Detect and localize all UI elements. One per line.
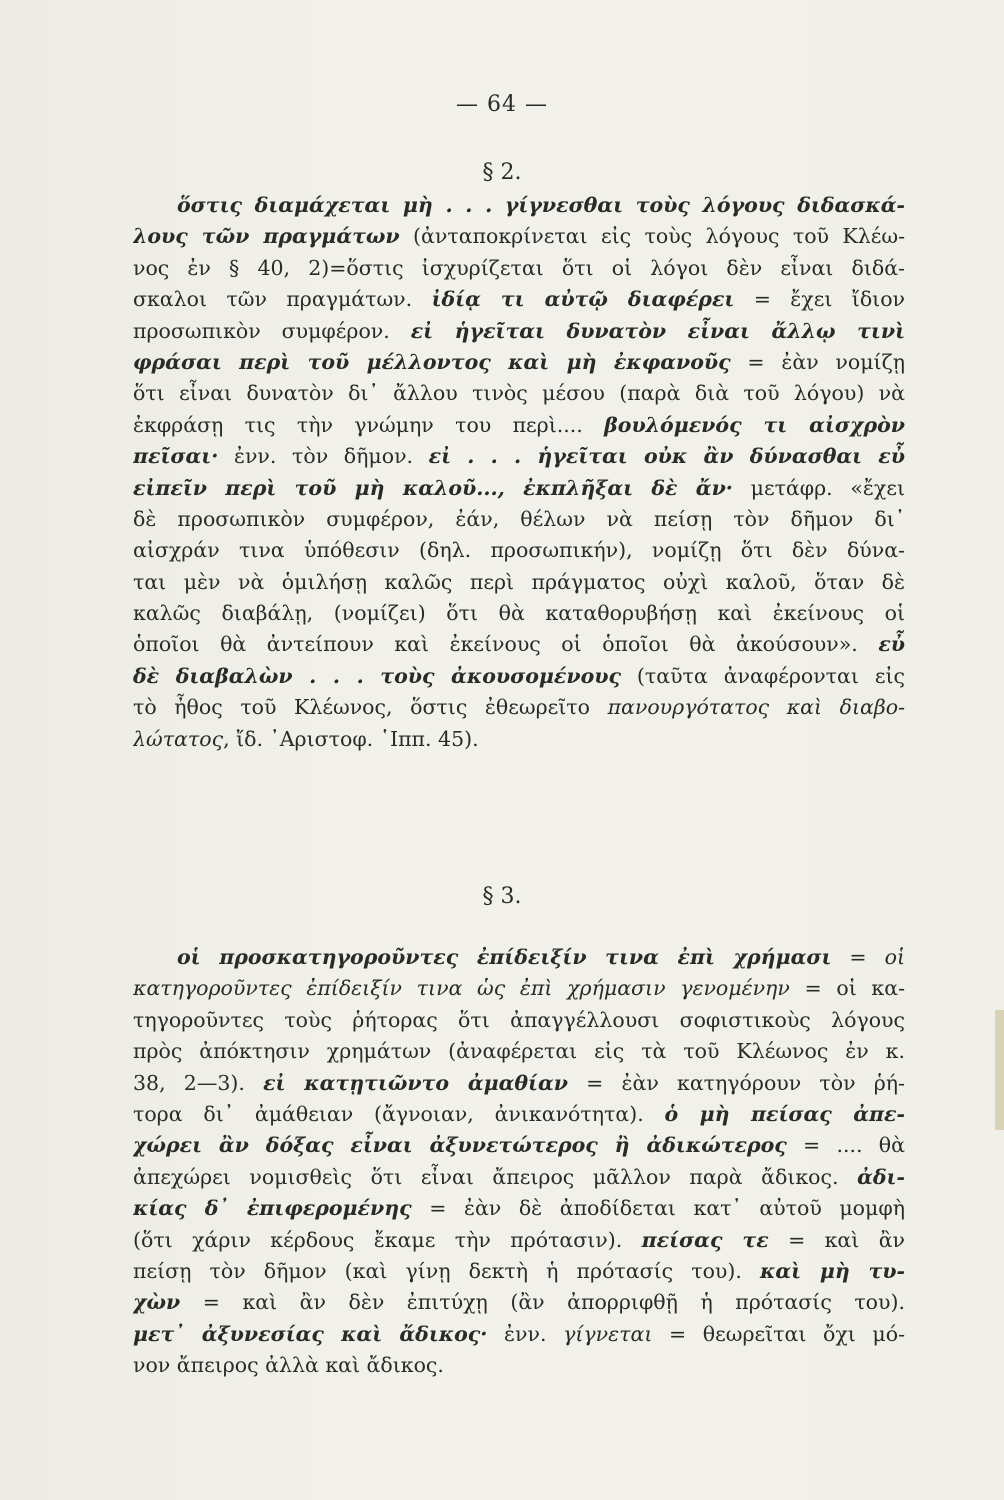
text-line: [133, 973, 905, 1004]
commentary-text: = ἐὰν δὲ ἀποδίδεται κατ᾽ αὐτοῦ μομφὴ: [411, 1196, 905, 1221]
italic-text: λώτατος: [133, 726, 224, 751]
commentary-text: ἐνν.: [487, 1321, 564, 1346]
text-line: [133, 1162, 905, 1193]
commentary-text: σκαλοι τῶν πραγμάτων.: [133, 287, 432, 312]
lemma-text: οἱ προσκατηγοροῦντες ἐπίδειξίν τινα ἐπὶ χρήμασι: [177, 945, 832, 969]
text-line: [133, 692, 905, 723]
text-line: [133, 253, 905, 284]
text-line: [133, 567, 905, 598]
italic-text: πανουργότατος καὶ διαβο-: [607, 695, 905, 720]
section-heading-2: § 2.: [482, 160, 522, 185]
text-line: [133, 1130, 905, 1161]
commentary-text: ἐνν. τὸν δῆμον.: [218, 444, 429, 469]
section-3-text: [133, 942, 905, 1381]
text-line: [133, 724, 905, 755]
commentary-text: ὁποῖοι θὰ ἀντείπουν καὶ ἐκείνους οἱ ὁποῖοι θὰ ἀκούσουν».: [133, 632, 879, 657]
commentary-text: προσωπικὸν συμφέρον.: [133, 318, 411, 343]
lemma-text: πείσας τε: [641, 1227, 769, 1252]
italic-text: κατηγοροῦντες ἐπίδειξίν τινα ὡς ἐπὶ χρήμασιν γενομένην: [133, 976, 790, 1001]
lemma-text: δὲ διαβαλὼν . . . τοὺς ἀκουσομένους: [133, 663, 621, 688]
text-line: [133, 535, 905, 566]
lemma-text: καὶ μὴ τυ-: [760, 1258, 905, 1283]
lemma-text: κίας δ᾽ ἐπιφερομένης: [133, 1196, 412, 1221]
commentary-text: 38, 2—3).: [133, 1070, 264, 1095]
text-line: [133, 1193, 905, 1224]
commentary-text: = καὶ ἂν: [768, 1227, 905, 1252]
text-line: [133, 1256, 905, 1287]
text-line: [133, 661, 905, 692]
commentary-text: = .... θὰ: [786, 1133, 905, 1158]
section-2-text: [133, 190, 905, 755]
commentary-text: νον ἄπειρος ἀλλὰ καὶ ἄδικος.: [133, 1353, 444, 1378]
lemma-text: ἰδίᾳ τι αὐτῷ διαφέρει: [431, 287, 735, 312]
text-line: [133, 1099, 905, 1130]
text-line: [133, 221, 905, 252]
commentary-text: νος ἐν § 40, 2)=ὅστις ἰσχυρίζεται ὅτι οἱ λόγοι δὲν εἶναι διδά-: [133, 255, 905, 280]
lemma-text: λους τῶν πραγμάτων: [133, 224, 400, 249]
text-line: [133, 410, 905, 441]
commentary-text: πείσῃ τὸν δῆμον (καὶ γίνῃ δεκτὴ ἡ πρότασίς του).: [133, 1258, 761, 1283]
commentary-text: (ταῦτα ἀναφέρονται εἰς: [620, 663, 905, 688]
commentary-text: = ἔχει ἴδιον: [734, 287, 905, 312]
italic-text: οἱ: [884, 945, 905, 969]
text-line: [133, 316, 905, 347]
commentary-text: μετάφρ. «ἔχει: [732, 475, 905, 500]
lemma-text: ἀδι-: [857, 1164, 905, 1189]
commentary-text: = καὶ ἂν δὲν ἐπιτύχῃ (ἂν ἀπορριφθῇ ἡ πρότασίς του).: [180, 1290, 905, 1315]
text-line: [133, 190, 905, 221]
text-line: [133, 598, 905, 629]
text-line: [133, 1319, 905, 1350]
commentary-text: δὲ προσωπικὸν συμφέρον, ἐάν, θέλων νὰ πείσῃ τὸν δῆμον δι᾽: [133, 506, 905, 531]
commentary-text: καλῶς διαβάλῃ, (νομίζει) ὅτι θὰ καταθορυβήσῃ καὶ ἐκείνους οἱ: [133, 601, 905, 626]
commentary-text: (ἀνταποκρίνεται εἰς τοὺς λόγους τοῦ Κλέω-: [399, 224, 905, 249]
lemma-text: χώρει ἂν δόξας εἶναι ἀξυνετώτερος ἢ ἀδικώτερος: [133, 1133, 787, 1158]
text-line: [133, 473, 905, 504]
commentary-text: , ἴδ. ᾽Αριστοφ. ῾Ιππ. 45).: [223, 726, 479, 751]
commentary-text: αἰσχράν τινα ὑπόθεσιν (δηλ. προσωπικήν), νομίζῃ ὅτι δὲν δύνα-: [133, 538, 905, 563]
italic-text: γίγνεται: [563, 1321, 653, 1346]
text-line: [133, 1350, 905, 1381]
lemma-text: εἰ ἡγεῖται δυνατὸν εἶναι ἄλλῳ τινὶ: [410, 318, 905, 343]
text-line: [133, 441, 905, 472]
lemma-text: εὖ: [878, 632, 905, 657]
text-line: [133, 347, 905, 378]
text-line: [133, 1005, 905, 1036]
lemma-text: φράσαι περὶ τοῦ μέλλοντος καὶ μὴ ἐκφανοῦς: [133, 349, 731, 374]
commentary-text: τορα δι᾽ ἀμάθειαν (ἄγνοιαν, ἀνικανότητα).: [133, 1101, 665, 1126]
page-number: — 64 —: [456, 92, 548, 117]
page-edge-mark: [995, 1010, 1004, 1130]
commentary-text: = ἐὰν νομίζῃ: [730, 349, 905, 374]
lemma-text: πεῖσαι·: [133, 444, 219, 469]
commentary-text: = ἐὰν κατηγόρουν τὸν ῥή-: [567, 1070, 905, 1095]
text-line: [133, 942, 905, 973]
text-line: [133, 284, 905, 315]
commentary-text: ται μὲν νὰ ὁμιλήσῃ καλῶς περὶ πράγματος οὐχὶ καλοῦ, ὅταν δὲ: [133, 569, 905, 594]
text-line: [133, 1287, 905, 1318]
commentary-text: ἐκφράσῃ τις τὴν γνώμην του περὶ....: [133, 412, 605, 437]
lemma-text: ὁ μὴ πείσας ἀπε-: [664, 1101, 905, 1126]
lemma-text: ὅστις διαμάχεται μὴ . . . γίγνεσθαι τοὺς λόγους διδασκά-: [177, 193, 905, 217]
lemma-text: εἰπεῖν περὶ τοῦ μὴ καλοῦ..., ἐκπλῆξαι δὲ ἄν·: [133, 475, 733, 500]
section-heading-3: § 3.: [482, 884, 522, 909]
text-line: [133, 629, 905, 660]
lemma-text: μετ᾽ ἀξυνεσίας καὶ ἄδικος·: [133, 1321, 488, 1346]
lemma-text: βουλόμενός τι αἰσχρὸν: [604, 412, 905, 437]
commentary-text: (ὅτι χάριν κέρδους ἔκαμε τὴν πρότασιν).: [133, 1227, 642, 1252]
commentary-text: πρὸς ἀπόκτησιν χρημάτων (ἀναφέρεται εἰς τὰ τοῦ Κλέωνος ἐν κ.: [133, 1039, 905, 1064]
lemma-text: εἰ . . . ἡγεῖται οὐκ ἂν δύνασθαι εὖ: [428, 444, 905, 469]
text-line: [133, 504, 905, 535]
commentary-text: ὅτι εἶναι δυνατὸν δι᾽ ἄλλου τινὸς μέσου (παρὰ διὰ τοῦ λόγου) νὰ: [133, 381, 905, 406]
commentary-text: =: [831, 945, 885, 969]
commentary-text: τὸ ἦθος τοῦ Κλέωνος, ὅστις ἐθεωρεῖτο: [133, 695, 608, 720]
lemma-text: εἰ κατῃτιῶντο ἀμαθίαν: [263, 1070, 568, 1095]
commentary-text: = οἱ κα-: [789, 976, 905, 1001]
text-line: [133, 378, 905, 409]
commentary-text: ἀπεχώρει νομισθεὶς ὅτι εἶναι ἄπειρος μᾶλλον παρὰ ἄδικος.: [133, 1164, 858, 1189]
commentary-text: τηγοροῦντες τοὺς ῥήτορας ὅτι ἀπαγγέλλουσι σοφιστικοὺς λόγους: [133, 1007, 905, 1032]
text-line: [133, 1036, 905, 1067]
text-line: [133, 1068, 905, 1099]
commentary-text: = θεωρεῖται ὄχι μό-: [652, 1321, 905, 1346]
lemma-text: χὼν: [133, 1290, 181, 1315]
text-line: [133, 1225, 905, 1256]
